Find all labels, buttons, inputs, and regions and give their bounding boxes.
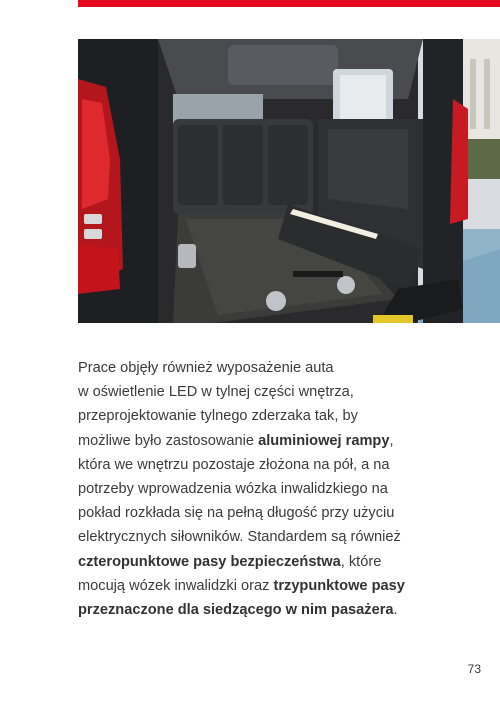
- text-line: [78, 574, 448, 598]
- text-line: [78, 525, 448, 549]
- text-segment: potrzeby wprowadzenia wózka inwalidzkiego na: [78, 481, 388, 498]
- text-segment: pokład rozkłada się na pełną długość przy użyciu: [78, 505, 395, 522]
- text-segment: która we wnętrzu pozostaje złożona na pół, a na: [78, 456, 390, 473]
- highlight-four-point-belts: czteropunktowe pasy bezpieczeństwa: [78, 553, 341, 570]
- text-line: [78, 429, 448, 453]
- text-line: [78, 453, 448, 477]
- highlight-aluminium-ramp: aluminiowej rampy: [258, 432, 390, 449]
- text-line: [78, 501, 448, 525]
- text-line: [78, 356, 448, 380]
- highlight-passenger-belts: przeznaczone dla siedzącego w nim pasażera: [78, 602, 394, 619]
- page-number: 73: [467, 662, 481, 676]
- text-segment: Prace objęły również wyposażenie auta: [78, 360, 334, 376]
- text-segment: możliwe było zastosowanie: [78, 432, 259, 449]
- body-paragraph: [78, 356, 448, 622]
- text-segment: ,: [389, 432, 394, 449]
- text-line: [78, 550, 448, 574]
- text-segment: elektrycznych siłowników. Standardem są również: [78, 529, 401, 546]
- text-segment: mocują wózek inwalidzki oraz: [78, 577, 274, 594]
- text-line: [78, 380, 448, 404]
- text-segment: przeprojektowanie tylnego zderzaka tak, by: [78, 408, 358, 425]
- van-cargo-photo: [78, 39, 500, 323]
- accent-bar: [78, 0, 500, 7]
- text-segment: w oświetlenie LED w tylnej części wnętrza,: [78, 384, 354, 401]
- text-line: [78, 404, 448, 428]
- highlight-three-point-belts: trzypunktowe pasy: [273, 577, 405, 594]
- text-line: [78, 477, 448, 501]
- text-segment: , które: [340, 553, 382, 570]
- text-segment: .: [393, 602, 398, 619]
- text-line: [78, 598, 448, 622]
